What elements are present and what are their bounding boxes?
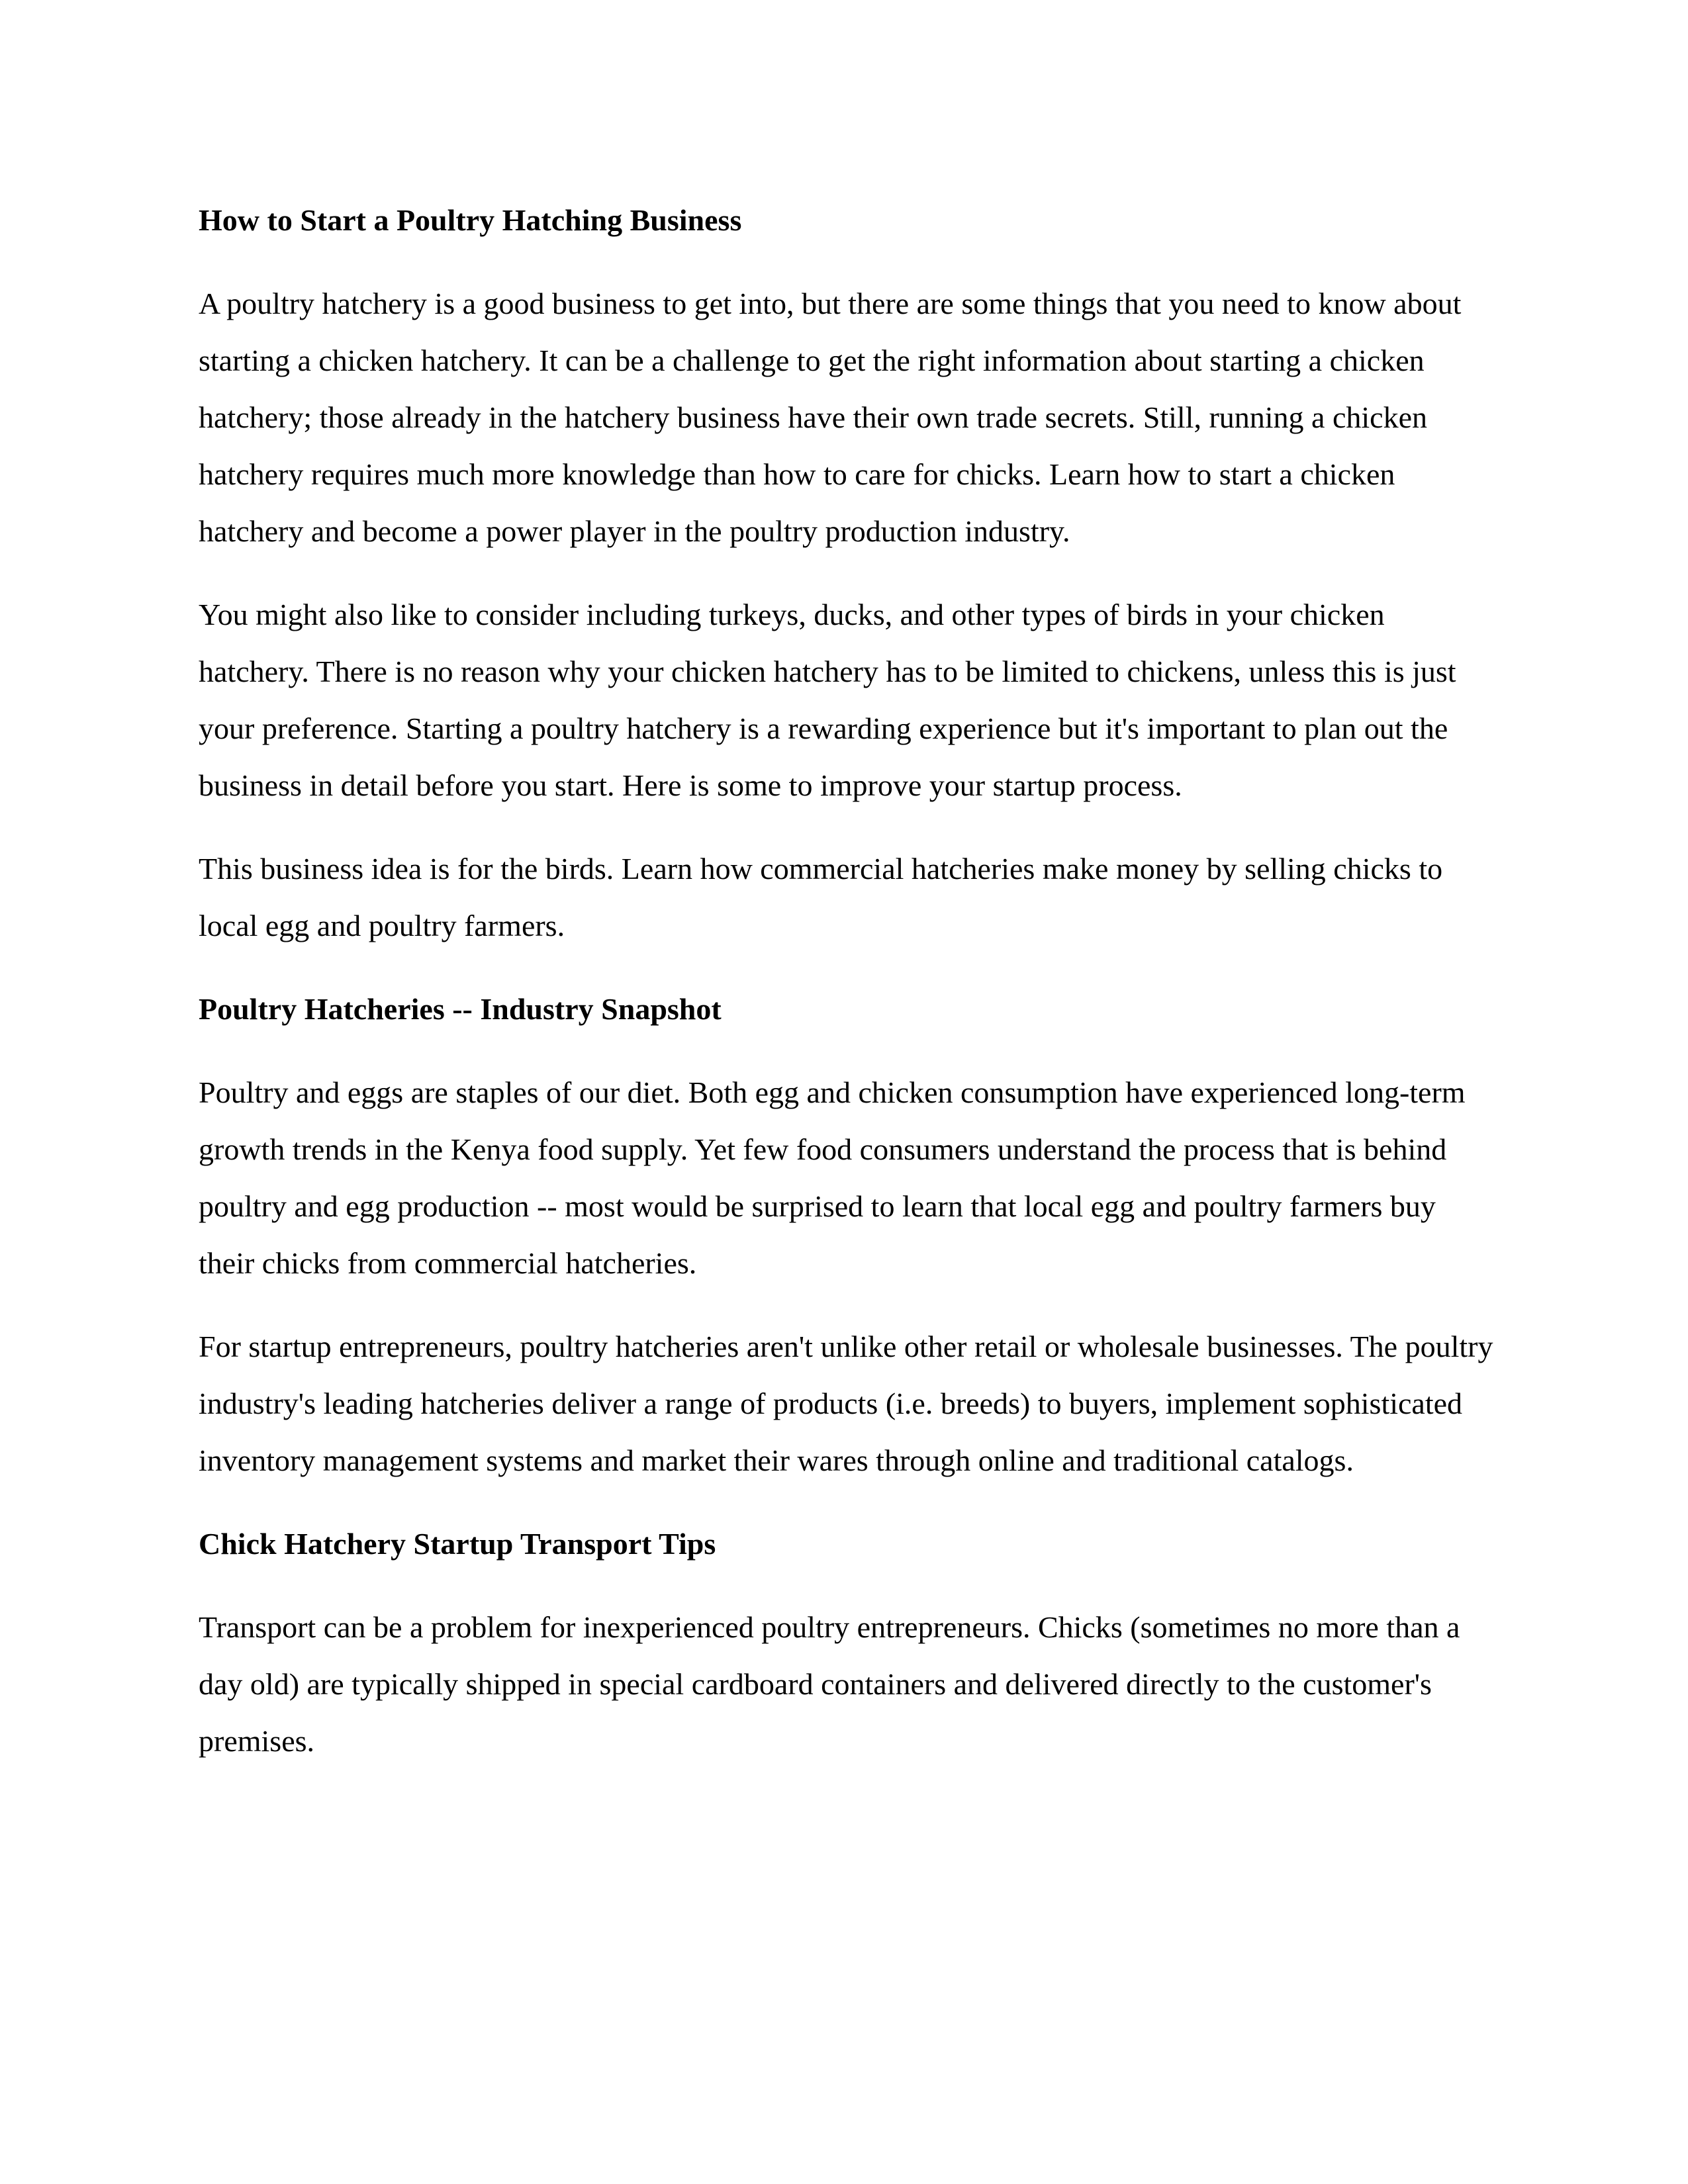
- transport-tips-paragraph-1: Transport can be a problem for inexperienced poultry entrepreneurs. Chicks (sometimes no more than a day old) are typically shipped in special cardboard containers and delivered directly to the customer's premises.: [199, 1610, 1460, 1758]
- industry-snapshot-paragraph-2: For startup entrepreneurs, poultry hatcheries aren't unlike other retail or wholesale businesses. The poultry industry's leading hatcheries deliver a range of products (i.e. breeds) to buyers, implement sophisticated inventory management systems and market their wares through online and traditional catalogs.: [199, 1330, 1493, 1477]
- document-title: How to Start a Poultry Hatching Business: [199, 203, 742, 237]
- section-heading-transport-tips: Chick Hatchery Startup Transport Tips: [199, 1527, 716, 1561]
- intro-paragraph-1: A poultry hatchery is a good business to get into, but there are some things that you need to know about starting a chicken hatchery. It can be a challenge to get the right information about starting a chicken hatchery; those already in the hatchery business have their own trade secrets. Still, running a chicken hatchery requires much more knowledge than how to care for chicks. Learn how to start a chicken hatchery and become a power player in the poultry production industry.: [199, 287, 1462, 548]
- intro-paragraph-3: This business idea is for the birds. Learn how commercial hatcheries make money by selling chicks to local egg and poultry farmers.: [199, 852, 1443, 942]
- section-heading-industry-snapshot: Poultry Hatcheries -- Industry Snapshot: [199, 992, 722, 1026]
- industry-snapshot-paragraph-1: Poultry and eggs are staples of our diet. Both egg and chicken consumption have experienced long-term growth trends in the Kenya food supply. Yet few food consumers understand the process that is behind poultry and egg production -- most would be surprised to learn that local egg and poultry farmers buy their chicks from commercial hatcheries.: [199, 1075, 1466, 1280]
- intro-paragraph-2: You might also like to consider including turkeys, ducks, and other types of birds in your chicken hatchery. There is no reason why your chicken hatchery has to be limited to chickens, unless this is just your preference. Starting a poultry hatchery is a rewarding experience but it's important to plan out the business in detail before you start. Here is some to improve your startup process.: [199, 598, 1456, 802]
- document-page: [199, 192, 1496, 1796]
